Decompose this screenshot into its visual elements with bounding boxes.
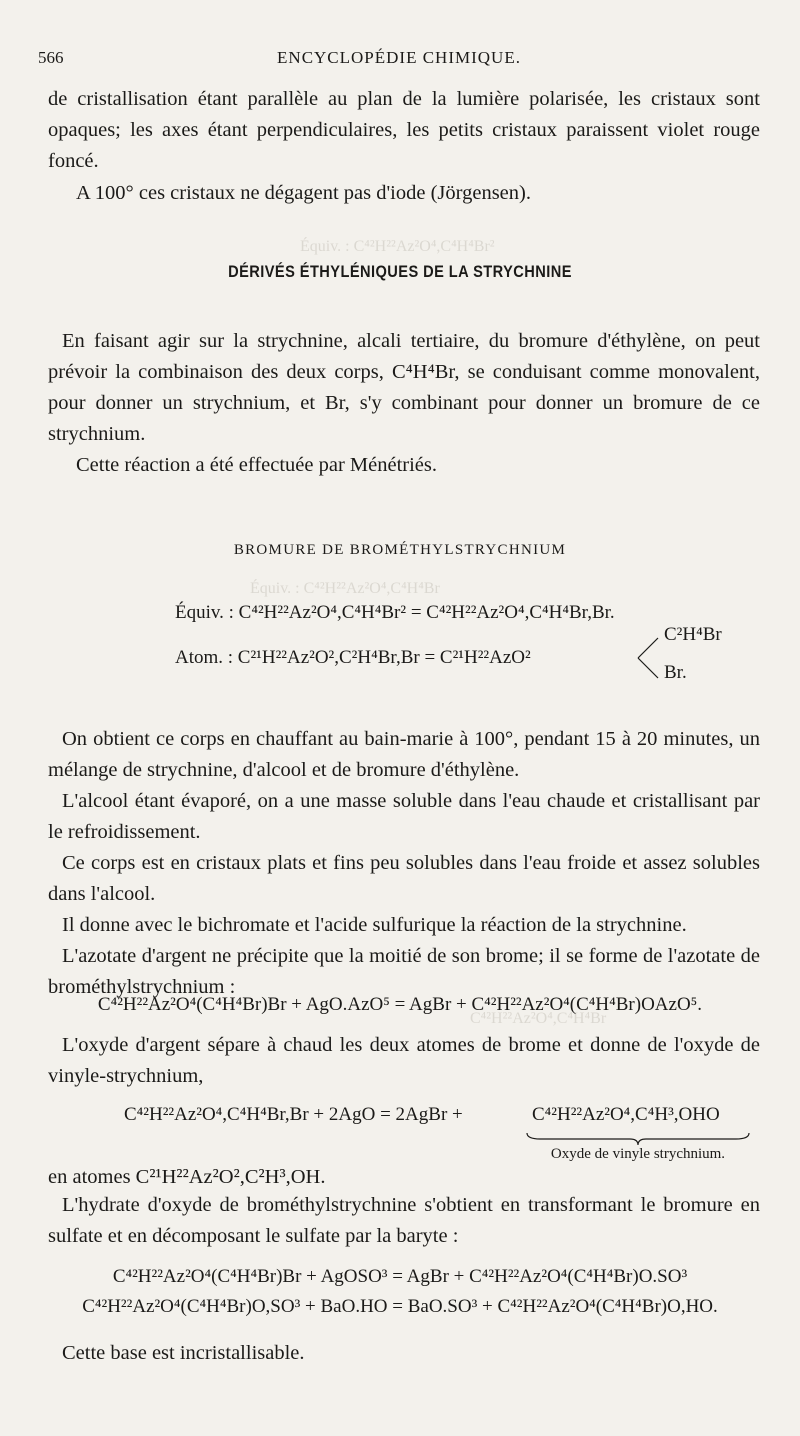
- closing-line: Cette base est incristallisable.: [62, 1342, 305, 1364]
- running-header: [38, 48, 760, 74]
- atom-formula: Atom. : C²¹H²²Az²O²,C²H⁴Br,Br = C²¹H²²AzO²: [175, 647, 531, 668]
- running-title: ENCYCLOPÉDIE CHIMIQUE.: [277, 48, 521, 67]
- paragraph-3: Ce corps est en cristaux plats et fins peu solubles dans l'eau froide et assez solubles dans l'alcool.: [48, 852, 760, 905]
- atom-branch-top: C²H⁴Br: [664, 624, 722, 645]
- bleed-through: Équiv. : C⁴²H²²Az²O⁴,C⁴H⁴Br²: [300, 238, 495, 255]
- formula-agno: C⁴²H²²Az²O⁴(C⁴H⁴Br)Br + AgO.AzO⁵ = AgBr + C⁴²H²²Az²O⁴(C⁴H⁴Br)OAzO⁵.: [97, 994, 703, 1015]
- subsection-title: BROMURE DE BROMÉTHYLSTRYCHNIUM: [233, 542, 567, 558]
- bleed-through: C⁴²H²²Az²O⁴,C⁴H⁴Br: [470, 1010, 607, 1027]
- paragraph-hydrate: L'hydrate d'oxyde de brométhylstrychnine s'obtient en transformant le bromure en sulfate et en décomposant le sulfate par la baryte :: [48, 1194, 760, 1247]
- bleed-through: Équiv. : C⁴²H²²Az²O⁴,C⁴H⁴Br: [250, 580, 440, 597]
- formula-sulfate-1: C⁴²H²²Az²O⁴(C⁴H⁴Br)Br + AgOSO³ = AgBr + C⁴²H²²Az²O⁴(C⁴H⁴Br)O.SO³: [112, 1266, 688, 1287]
- intro-paragraph-2: A 100° ces cristaux ne dégagent pas d'iode (Jörgensen).: [76, 182, 531, 204]
- formula-oxyde-left: C⁴²H²²Az²O⁴,C⁴H⁴Br,Br + 2AgO = 2AgBr +: [124, 1104, 463, 1125]
- underbrace: [526, 1132, 750, 1146]
- section-paragraph-1: En faisant agir sur la strychnine, alcali tertiaire, du bromure d'éthylène, on peut prévoir la combinaison des deux corps, C⁴H⁴Br, se conduisant comme monovalent, pour donner un strychnium, et Br, s'y combinant pour donner un bromure de ce strychnium.: [48, 330, 760, 445]
- section-paragraph-2: Cette réaction a été effectuée par Ménétriés.: [76, 454, 438, 476]
- formula-sulfate-2: C⁴²H²²Az²O⁴(C⁴H⁴Br)O,SO³ + BaO.HO = BaO.SO³ + C⁴²H²²Az²O⁴(C⁴H⁴Br)O,HO.: [82, 1296, 718, 1317]
- atom-branch-bottom: Br.: [664, 662, 687, 683]
- paragraph-4: Il donne avec le bichromate et l'acide sulfurique la réaction de la strychnine.: [62, 914, 687, 936]
- paragraph-5: L'azotate d'argent ne précipite que la moitié de son brome; il se forme de l'azotate de brométhylstrychnium :: [48, 945, 760, 998]
- paragraph-1: On obtient ce corps en chauffant au bain-marie à 100°, pendant 15 à 20 minutes, un mélange de strychnine, d'alcool et de bromure d'éthylène.: [48, 728, 760, 781]
- branch-lines: [636, 632, 662, 684]
- oxyde-label: Oxyde de vinyle strychnium.: [550, 1146, 726, 1162]
- equiv-formula: Équiv. : C⁴²H²²Az²O⁴,C⁴H⁴Br² = C⁴²H²²Az²O⁴,C⁴H⁴Br,Br.: [175, 602, 615, 623]
- paragraph-oxyde: L'oxyde d'argent sépare à chaud les deux atomes de brome et donne de l'oxyde de vinyle-strychnium,: [48, 1034, 760, 1087]
- page-number: 566: [38, 48, 64, 67]
- formula-oxyde-right: C⁴²H²²Az²O⁴,C⁴H³,OHO: [532, 1104, 720, 1125]
- section-title: DÉRIVÉS ÉTHYLÉNIQUES DE LA STRYCHNINE: [228, 262, 572, 281]
- paragraph-2: L'alcool étant évaporé, on a une masse soluble dans l'eau chaude et cristallisant par le refroidissement.: [48, 790, 760, 843]
- intro-paragraph: de cristallisation étant parallèle au plan de la lumière polarisée, les cristaux sont opaques; les axes étant perpendiculaires, les petits cristaux paraissent violet rouge foncé.: [48, 88, 760, 172]
- en-atomes: en atomes C²¹H²²Az²O²,C²H³,OH.: [48, 1166, 326, 1188]
